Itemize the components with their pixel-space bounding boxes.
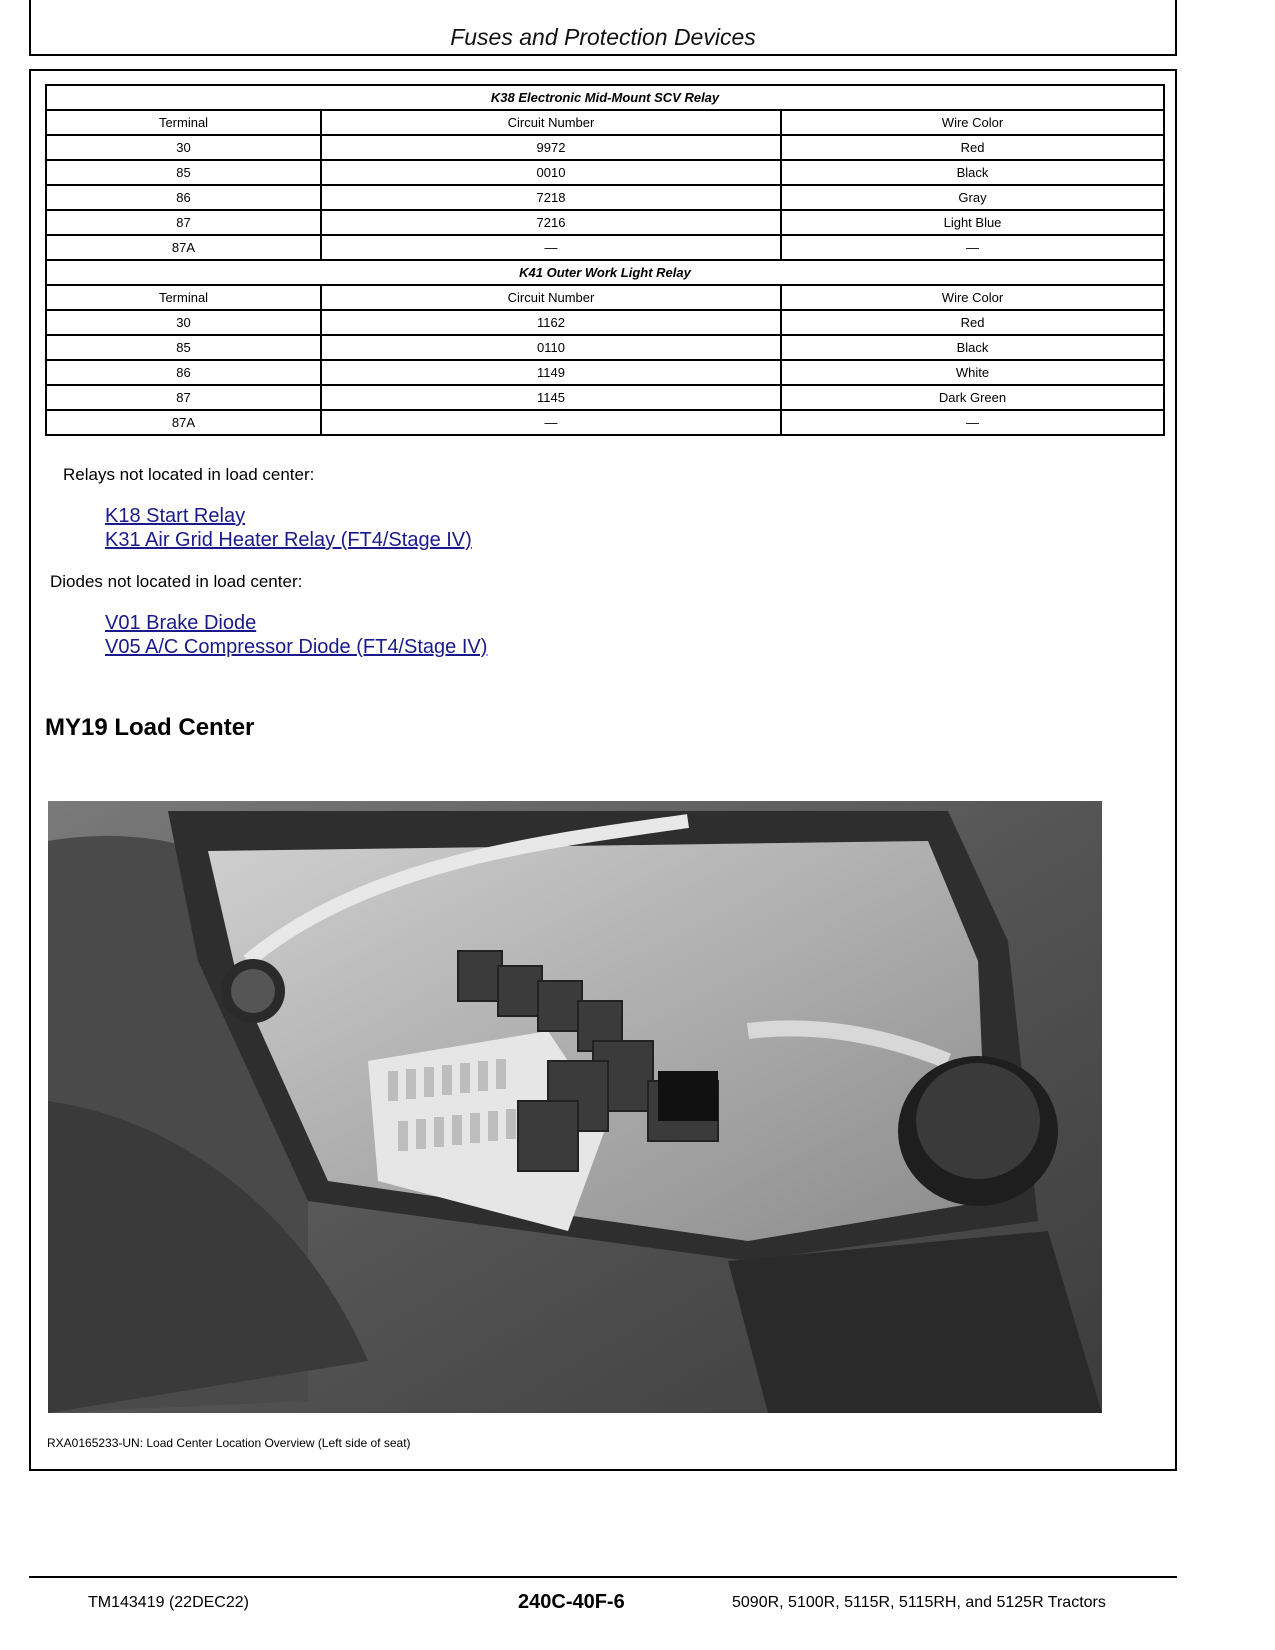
wire-color-cell: Red <box>781 135 1164 160</box>
header-title: Fuses and Protection Devices <box>450 24 756 50</box>
circuit-cell: 1145 <box>321 385 781 410</box>
terminal-cell: 87 <box>46 210 321 235</box>
circuit-cell: — <box>321 235 781 260</box>
table-row <box>46 135 1164 160</box>
footer-doc-id: TM143419 (22DEC22) <box>88 1594 249 1611</box>
table-row <box>46 310 1164 335</box>
wire-color-cell: Black <box>781 335 1164 360</box>
circuit-cell: 1149 <box>321 360 781 385</box>
table-row <box>46 335 1164 360</box>
column-header-wire-color: Wire Color <box>781 110 1164 135</box>
terminal-cell: 87 <box>46 385 321 410</box>
table-row <box>46 235 1164 260</box>
table-row <box>46 410 1164 435</box>
terminal-cell: 85 <box>46 160 321 185</box>
footer-models: 5090R, 5100R, 5115R, 5115RH, and 5125R Tractors <box>732 1594 1106 1611</box>
wire-color-cell: Dark Green <box>781 385 1164 410</box>
table-row <box>46 360 1164 385</box>
table-header-row <box>46 110 1164 135</box>
terminal-cell: 87A <box>46 410 321 435</box>
k18-start-relay-link[interactable]: K18 Start Relay <box>105 505 246 527</box>
content-frame <box>29 69 1177 1471</box>
terminal-cell: 85 <box>46 335 321 360</box>
table-row <box>46 185 1164 210</box>
table-title-row <box>46 85 1164 110</box>
wire-color-cell: — <box>781 235 1164 260</box>
footer-page-number: 240C-40F-6 <box>518 1591 625 1613</box>
wire-color-cell: Black <box>781 160 1164 185</box>
terminal-cell: 30 <box>46 135 321 160</box>
column-header-terminal: Terminal <box>46 110 321 135</box>
terminal-cell: 87A <box>46 235 321 260</box>
table-row <box>46 210 1164 235</box>
circuit-cell: 0110 <box>321 335 781 360</box>
table-header-row <box>46 285 1164 310</box>
relays-label: Relays not located in load center: <box>63 465 315 484</box>
load-center-photo <box>48 801 1102 1413</box>
table-title: K38 Electronic Mid-Mount SCV Relay <box>46 85 1164 110</box>
column-header-terminal: Terminal <box>46 285 321 310</box>
circuit-cell: 7218 <box>321 185 781 210</box>
wire-color-cell: Red <box>781 310 1164 335</box>
table-row <box>46 385 1164 410</box>
circuit-cell: 9972 <box>321 135 781 160</box>
terminal-cell: 30 <box>46 310 321 335</box>
table-title: K41 Outer Work Light Relay <box>46 260 1164 285</box>
v01-brake-diode-link[interactable]: V01 Brake Diode <box>105 612 257 634</box>
diodes-label: Diodes not located in load center: <box>50 572 303 591</box>
circuit-cell: 1162 <box>321 310 781 335</box>
terminal-cell: 86 <box>46 360 321 385</box>
table-title-row <box>46 260 1164 285</box>
wire-color-cell: Light Blue <box>781 210 1164 235</box>
wire-color-cell: Gray <box>781 185 1164 210</box>
section-heading: MY19 Load Center <box>45 714 255 741</box>
footer-divider <box>29 1576 1177 1578</box>
figure-caption: RXA0165233-UN: Load Center Location Overview (Left side of seat) <box>47 1436 411 1450</box>
circuit-cell: 0010 <box>321 160 781 185</box>
v05-ac-compressor-diode-link[interactable]: V05 A/C Compressor Diode (FT4/Stage IV) <box>105 636 488 658</box>
circuit-cell: 7216 <box>321 210 781 235</box>
wire-color-cell: White <box>781 360 1164 385</box>
terminal-cell: 86 <box>46 185 321 210</box>
wire-color-cell: — <box>781 410 1164 435</box>
k31-air-grid-heater-relay-link[interactable]: K31 Air Grid Heater Relay (FT4/Stage IV) <box>105 529 472 551</box>
circuit-cell: — <box>321 410 781 435</box>
column-header-circuit-number: Circuit Number <box>321 110 781 135</box>
table-row <box>46 160 1164 185</box>
column-header-wire-color: Wire Color <box>781 285 1164 310</box>
column-header-circuit-number: Circuit Number <box>321 285 781 310</box>
page-header <box>29 0 1177 56</box>
relay-table <box>45 84 1165 436</box>
